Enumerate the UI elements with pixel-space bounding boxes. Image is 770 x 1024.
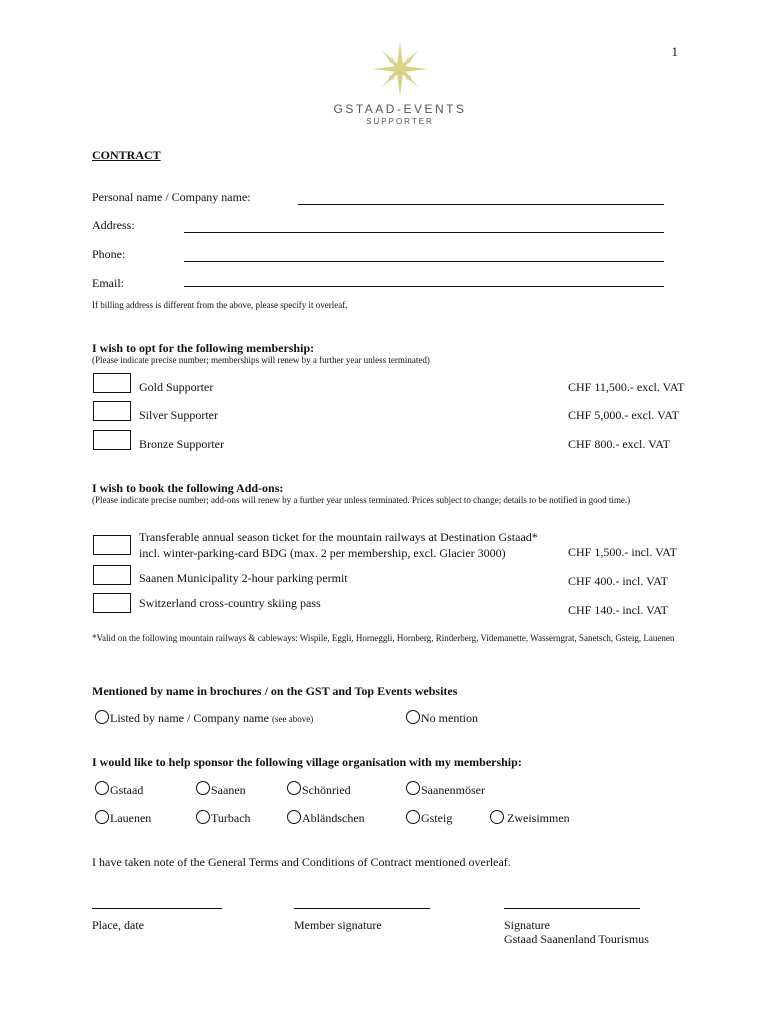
silver-label: Silver Supporter xyxy=(139,408,218,422)
parking-permit-price: CHF 400.- incl. VAT xyxy=(568,574,668,588)
gold-label: Gold Supporter xyxy=(139,380,214,394)
sponsor-gstaad-label: Gstaad xyxy=(110,783,144,797)
sponsor-zweisimmen-radio[interactable] xyxy=(490,810,504,824)
sponsor-ablaendschen-radio[interactable] xyxy=(287,810,301,824)
tourism-signature-line xyxy=(504,908,640,909)
tourism-organisation-label: Gstaad Saanenland Tourismus xyxy=(504,932,649,946)
season-ticket-price: CHF 1,500.- incl. VAT xyxy=(568,545,677,559)
mention-heading: Mentioned by name in brochures / on the GST and Top Events websites xyxy=(92,684,458,698)
addons-note: (Please indicate precise number; add-ons will renew by a further year unless terminated. Prices subject to change; details to be notified in good time.) xyxy=(92,495,631,505)
gold-quantity-box[interactable] xyxy=(93,373,131,393)
addons-heading: I wish to book the following Add-ons: xyxy=(92,481,284,495)
tourism-signature-label: Signature xyxy=(504,918,550,932)
address-label: Address: xyxy=(92,218,135,232)
sponsor-schoenried-label: Schönried xyxy=(302,783,351,797)
personal-name-field[interactable] xyxy=(298,204,664,205)
contract-title: CONTRACT xyxy=(92,148,161,162)
address-field[interactable] xyxy=(184,232,664,233)
membership-note: (Please indicate precise number; memberships will renew by a further year unless terminated) xyxy=(92,355,430,365)
phone-field[interactable] xyxy=(184,261,664,262)
sponsor-heading: I would like to help sponsor the following village organisation with my membership: xyxy=(92,755,522,769)
season-ticket-quantity-box[interactable] xyxy=(93,535,131,555)
sponsor-gsteig-label: Gsteig xyxy=(421,811,453,825)
sponsor-saanenmoeser-radio[interactable] xyxy=(406,781,420,795)
sponsor-lauenen-radio[interactable] xyxy=(95,810,109,824)
logo xyxy=(330,40,470,126)
sponsor-turbach-radio[interactable] xyxy=(196,810,210,824)
bronze-label: Bronze Supporter xyxy=(139,437,224,451)
personal-name-label: Personal name / Company name: xyxy=(92,190,251,204)
sponsor-turbach-label: Turbach xyxy=(211,811,251,825)
email-field[interactable] xyxy=(184,286,664,287)
skiing-pass-label: Switzerland cross-country skiing pass xyxy=(139,596,321,610)
no-mention-label: No mention xyxy=(421,711,478,725)
page-number: 1 xyxy=(671,44,678,59)
gold-price: CHF 11,500.- excl. VAT xyxy=(568,380,685,394)
no-mention-radio[interactable] xyxy=(406,710,420,724)
member-signature-line[interactable] xyxy=(294,908,430,909)
membership-heading: I wish to opt for the following membership: xyxy=(92,341,315,355)
railways-footnote: *Valid on the following mountain railways & cableways: Wispile, Eggli, Horneggli, Hornberg, Rinderberg, Videmanette, Wasserngrat, Sanetsch, Gsteig, Lauenen xyxy=(92,633,675,643)
sponsor-gsteig-radio[interactable] xyxy=(406,810,420,824)
email-label: Email: xyxy=(92,276,124,290)
season-ticket-label-line1: Transferable annual season ticket for the mountain railways at Destination Gstaad* xyxy=(139,530,538,544)
parking-permit-quantity-box[interactable] xyxy=(93,565,131,585)
logo-subtitle: SUPPORTER xyxy=(366,117,434,126)
sponsor-lauenen-label: Lauenen xyxy=(110,811,152,825)
sponsor-zweisimmen-label: Zweisimmen xyxy=(507,811,570,825)
place-date-label: Place, date xyxy=(92,918,144,932)
sponsor-saanen-label: Saanen xyxy=(211,783,246,797)
star-logo-icon xyxy=(371,40,429,98)
billing-note: If billing address is different from the above, please specify it overleaf. xyxy=(92,300,348,310)
parking-permit-label: Saanen Municipality 2-hour parking permit xyxy=(139,571,348,585)
sponsor-gstaad-radio[interactable] xyxy=(95,781,109,795)
listed-by-name-label: Listed by name / Company name (see above) xyxy=(110,711,314,725)
skiing-pass-price: CHF 140.- incl. VAT xyxy=(568,603,668,617)
bronze-price: CHF 800.- excl. VAT xyxy=(568,437,670,451)
silver-price: CHF 5,000.- excl. VAT xyxy=(568,408,679,422)
listed-by-name-radio[interactable] xyxy=(95,710,109,724)
sponsor-saanenmoeser-label: Saanenmöser xyxy=(421,783,485,797)
place-date-line[interactable] xyxy=(92,908,222,909)
skiing-pass-quantity-box[interactable] xyxy=(93,593,131,613)
season-ticket-label-line2: incl. winter-parking-card BDG (max. 2 per membership, excl. Glacier 3000) xyxy=(139,546,506,560)
terms-statement: I have taken note of the General Terms and Conditions of Contract mentioned overleaf. xyxy=(92,855,511,869)
bronze-quantity-box[interactable] xyxy=(93,430,131,450)
member-signature-label: Member signature xyxy=(294,918,382,932)
sponsor-ablaendschen-label: Abländschen xyxy=(302,811,365,825)
silver-quantity-box[interactable] xyxy=(93,401,131,421)
phone-label: Phone: xyxy=(92,247,126,261)
logo-name: GSTAAD-EVENTS xyxy=(333,102,467,116)
sponsor-saanen-radio[interactable] xyxy=(196,781,210,795)
sponsor-schoenried-radio[interactable] xyxy=(287,781,301,795)
